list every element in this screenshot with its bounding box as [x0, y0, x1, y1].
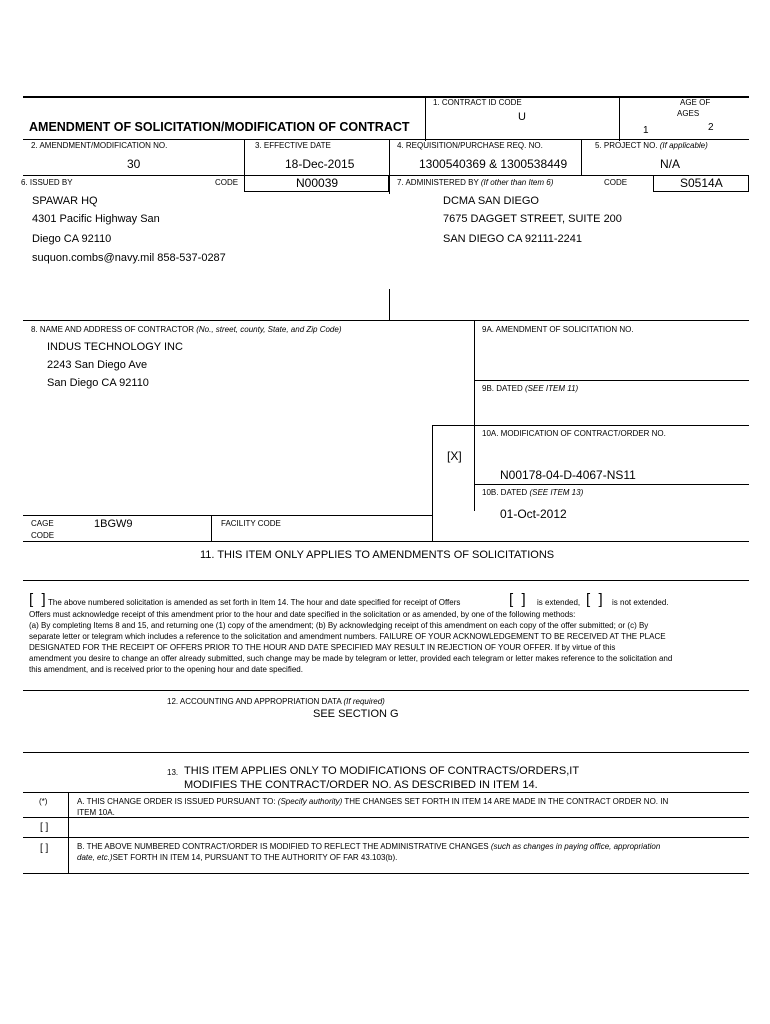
row-divider — [23, 541, 749, 542]
administered-by-label-note: (If other than Item 6) — [480, 178, 554, 187]
issued-code: N00039 — [296, 176, 339, 190]
item13-title: MODIFIES THE CONTRACT/ORDER NO. AS DESCRIBED IN ITEM 14. — [184, 779, 538, 791]
divider — [68, 792, 69, 873]
row-divider — [474, 380, 749, 381]
contractor-label-main: 8. NAME AND ADDRESS OF CONTRACTOR — [31, 325, 194, 334]
admin-change-text-b: (such as changes in paying office, appropriation — [490, 842, 661, 851]
row-divider — [432, 425, 749, 426]
issuer-address-line: 4301 Pacific Highway San — [32, 213, 160, 225]
row-divider — [23, 690, 749, 691]
admin-change-text-a: B. THE ABOVE NUMBERED CONTRACT/ORDER IS MODIFIED TO REFLECT THE ADMINISTRATIVE CHANGES — [77, 842, 489, 851]
change-order-text-a: A. THIS CHANGE ORDER IS ISSUED PURSUANT TO: — [77, 797, 276, 806]
accounting-value: SEE SECTION G — [313, 708, 399, 720]
divider — [244, 139, 245, 176]
requisition-label: 4. REQUISITION/PURCHASE REQ. NO. — [397, 141, 543, 150]
dated-9b-main: 9B. DATED — [482, 384, 523, 393]
divider — [619, 96, 620, 141]
effective-date: 18-Dec-2015 — [285, 157, 355, 171]
change-order-text-c: THE CHANGES SET FORTH IN ITEM 14 ARE MADE IN THE CONTRACT ORDER NO. IN — [344, 797, 669, 806]
is-extended-label: is extended, — [537, 598, 581, 607]
modification-no: N00178-04-D-4067-NS11 — [500, 468, 636, 482]
item11-title: 11. THIS ITEM ONLY APPLIES TO AMENDMENTS OF SOLICITATIONS — [200, 549, 555, 561]
cage-label: CAGE — [31, 519, 54, 528]
row-divider — [23, 837, 749, 838]
cage-code: 1BGW9 — [94, 518, 133, 530]
item11-paragraph-line: this amendment, and is received prior to the opening hour and date specified. — [29, 665, 303, 674]
top-border — [23, 96, 749, 98]
contract-id-value: U — [518, 111, 526, 123]
requisition-no: 1300540369 & 1300538449 — [419, 157, 568, 171]
project-no: N/A — [660, 157, 681, 171]
solicitation-amended-checkbox[interactable]: [ ] — [29, 591, 46, 608]
item13-title: THIS ITEM APPLIES ONLY TO MODIFICATIONS OF CONTRACTS/ORDERS,IT — [184, 765, 580, 777]
item11-first-line: The above numbered solicitation is amended as set forth in Item 14. The hour and date specified for receipt of Offers — [48, 598, 461, 607]
divider — [432, 425, 433, 541]
change-order-text — [77, 797, 668, 807]
issuer-contact: suquon.combs@navy.mil 858-537-0287 — [32, 252, 226, 264]
supplemental-checkbox[interactable]: [ ] — [40, 822, 49, 833]
item11-paragraph-line: DESIGNATED FOR THE RECEIPT OF OFFERS PRIOR TO THE HOUR AND DATE SPECIFIED MAY RESULT IN REJECTION OF YOUR OFFER. If by virtue of this — [29, 643, 616, 652]
admin-code-label: CODE — [604, 178, 628, 187]
contractor-name: INDUS TECHNOLOGY INC — [47, 341, 183, 353]
divider — [389, 289, 390, 320]
accounting-label-note: (If required) — [343, 697, 385, 706]
change-order-text-line2: ITEM 10A. — [77, 808, 115, 817]
page-total: 2 — [708, 122, 714, 133]
row-divider — [474, 484, 749, 485]
divider — [474, 320, 475, 511]
row-divider — [23, 873, 749, 874]
admin-change-text-c: date, etc.) — [77, 853, 113, 862]
row-divider — [23, 139, 749, 140]
amendment-of-solicitation-label: 9A. AMENDMENT OF SOLICITATION NO. — [482, 325, 634, 334]
page-number: 1 — [643, 125, 649, 136]
dated-10b-label — [482, 488, 583, 498]
row-divider — [23, 320, 749, 321]
row-divider — [23, 792, 749, 793]
change-order-text-b: (Specify authority) — [277, 797, 343, 806]
modification-no-label: 10A. MODIFICATION OF CONTRACT/ORDER NO. — [482, 429, 666, 438]
accounting-label-main: 12. ACCOUNTING AND APPROPRIATION DATA — [167, 697, 342, 706]
divider — [211, 515, 212, 541]
dated-10b-value: 01-Oct-2012 — [500, 507, 567, 521]
admin-name: DCMA SAN DIEGO — [443, 195, 539, 207]
contractor-address-line: San Diego CA 92110 — [47, 377, 149, 389]
modification-checkbox[interactable]: [X] — [447, 449, 462, 463]
issued-code-label: CODE — [215, 178, 239, 187]
item11-paragraph-line: Offers must acknowledge receipt of this amendment prior to the hour and date specified in the solicitation or as amended, by one of the following methods: — [29, 610, 576, 619]
row-divider — [23, 817, 749, 818]
admin-address-line: SAN DIEGO CA 92111-2241 — [443, 233, 582, 245]
issuer-name: SPAWAR HQ — [32, 195, 98, 207]
project-no-label — [595, 141, 708, 151]
admin-change-text-d: SET FORTH IN ITEM 14, PURSUANT TO THE AUTHORITY OF FAR 43.103(b). — [112, 853, 398, 862]
is-not-extended-label: is not extended. — [612, 598, 669, 607]
amendment-no: 30 — [127, 157, 141, 171]
admin-code: S0514A — [680, 176, 723, 190]
dated-10b-main: 10B. DATED — [482, 488, 528, 497]
accounting-label — [167, 697, 385, 707]
administered-by-label-main: 7. ADMINISTERED BY — [397, 178, 479, 187]
admin-change-text — [77, 842, 660, 852]
contractor-address-line: 2243 San Diego Ave — [47, 359, 148, 371]
contractor-label-note: (No., street, county, State, and Zip Code) — [196, 325, 342, 334]
row-divider — [23, 515, 432, 516]
contract-id-label: 1. CONTRACT ID CODE — [433, 98, 522, 107]
dated-10b-note: (SEE ITEM 13) — [529, 488, 584, 497]
project-no-label-note: (If applicable) — [659, 141, 708, 150]
change-order-mark: (*) — [39, 797, 48, 806]
admin-change-text-line2 — [77, 853, 397, 863]
item11-paragraph-line: amendment you desire to change an offer already submitted, such change may be made by telegram or letter, provided each telegram or letter makes reference to the solicitation and — [29, 654, 673, 663]
issued-by-label: 6. ISSUED BY — [21, 178, 73, 187]
issuer-address-line: Diego CA 92110 — [32, 233, 112, 245]
divider — [389, 139, 390, 194]
item13-number: 13. — [167, 768, 179, 777]
row-divider — [23, 580, 749, 581]
row-divider — [23, 752, 749, 753]
contractor-label — [31, 325, 342, 335]
admin-change-checkbox[interactable]: [ ] — [40, 843, 49, 854]
administered-by-label — [397, 178, 553, 188]
item11-paragraph-line: separate letter or telegram which includes a reference to the solicitation and amendment numbers. FAILURE OF YOUR ACKNOWLEDGEMENT TO BE RECEIVED AT THE PLACE — [29, 632, 666, 641]
item11-paragraph-line: (a) By completing Items 8 and 15, and returning one (1) copy of the amendment; (b) By acknowledging receipt of this amendment on each copy of the offer submitted; or (c) By — [29, 621, 649, 630]
cage-label: CODE — [31, 531, 55, 540]
dated-9b-label — [482, 384, 578, 394]
offers-not-extended-checkbox[interactable]: [ ] — [586, 591, 603, 608]
amendment-no-label: 2. AMENDMENT/MODIFICATION NO. — [31, 141, 168, 150]
offers-extended-checkbox[interactable]: [ ] — [509, 591, 526, 608]
form-title: AMENDMENT OF SOLICITATION/MODIFICATION OF CONTRACT — [29, 120, 410, 134]
page-of-label: AGE OF — [680, 98, 711, 107]
facility-code-label: FACILITY CODE — [221, 519, 281, 528]
effective-date-label: 3. EFFECTIVE DATE — [255, 141, 331, 150]
divider — [425, 96, 426, 141]
dated-9b-note: (SEE ITEM 11) — [524, 384, 579, 393]
admin-address-line: 7675 DAGGET STREET, SUITE 200 — [443, 213, 622, 225]
page-of-label: AGES — [677, 109, 700, 118]
project-no-label-main: 5. PROJECT NO. — [595, 141, 658, 150]
divider — [581, 139, 582, 176]
